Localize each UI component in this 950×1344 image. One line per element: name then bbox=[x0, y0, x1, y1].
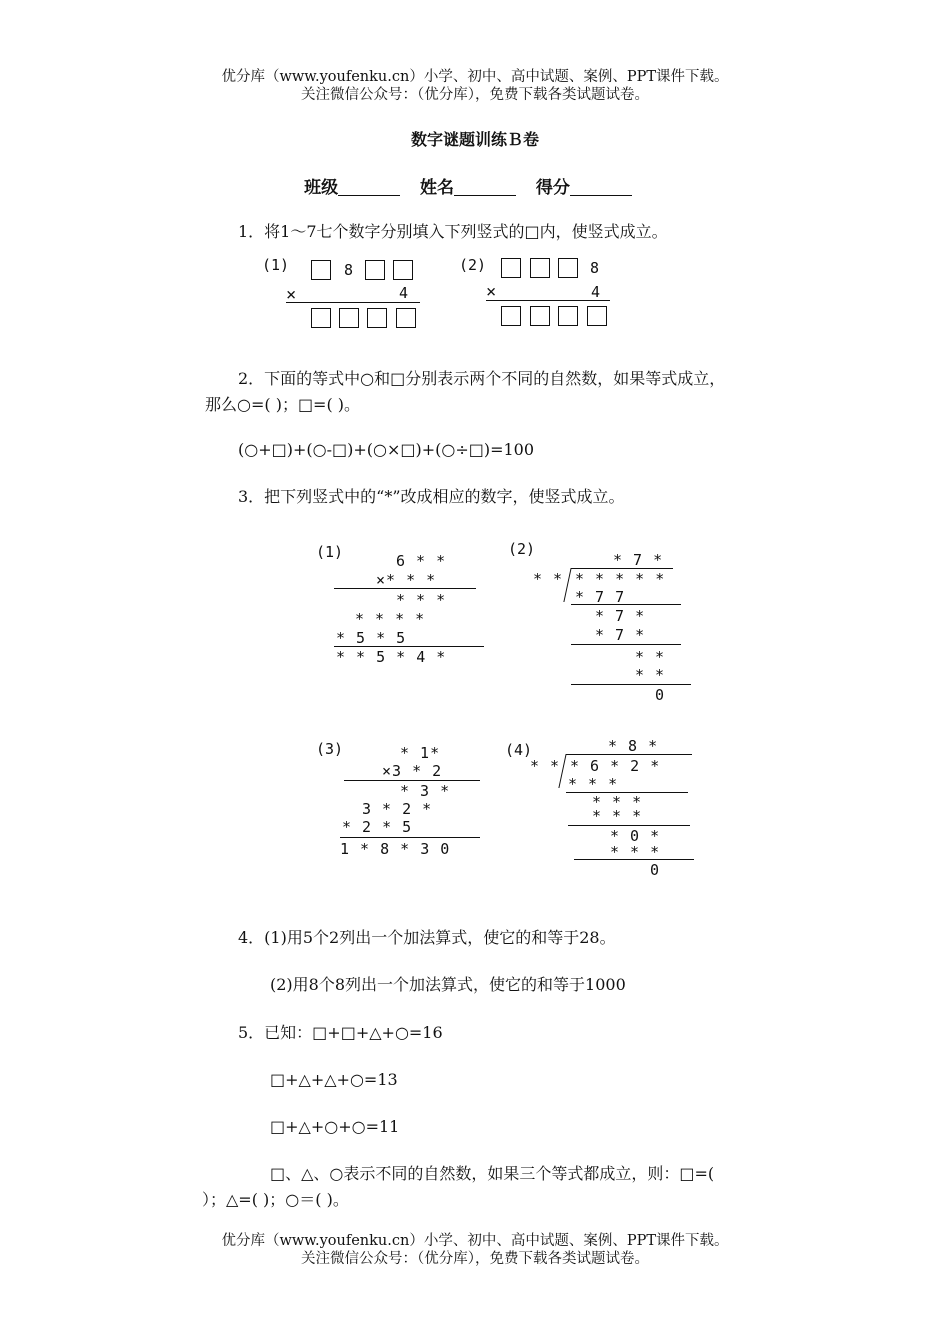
division-bracket bbox=[563, 568, 571, 602]
answer-box[interactable] bbox=[396, 308, 416, 328]
q3-p2-label: (2) bbox=[508, 540, 536, 558]
answer-box[interactable] bbox=[339, 308, 359, 328]
row: * 7 7 bbox=[575, 588, 626, 606]
row: ×* * * bbox=[376, 571, 437, 589]
q2-line-2: 那么○=( )；□=( )。 bbox=[205, 395, 361, 414]
divisor: * * bbox=[530, 757, 561, 775]
q3-puzzle-3 bbox=[312, 738, 492, 863]
q1-fig1-label: (1) bbox=[262, 256, 290, 274]
answer-box[interactable] bbox=[501, 258, 521, 278]
q5-line-4: □、△、○表示不同的自然数，如果三个等式都成立，则：□=( bbox=[270, 1164, 715, 1183]
class-label: 班级 bbox=[304, 178, 339, 198]
page-title: 数字谜题训练Ｂ卷 bbox=[410, 130, 539, 149]
q4-line-2: (2)用8个8列出一个加法算式，使它的和等于1000 bbox=[270, 975, 626, 994]
rule-line bbox=[574, 859, 694, 860]
row: 0 bbox=[655, 686, 666, 704]
q3-puzzle-2 bbox=[505, 540, 700, 710]
q5-line-1: 5．已知：□+□+△+○=16 bbox=[238, 1023, 443, 1042]
row: * 2 * 5 bbox=[342, 818, 413, 836]
q2-equation: (○+□)+(○-□)+(○×□)+(○÷□)=100 bbox=[238, 440, 535, 459]
q1-fig2-label: (2) bbox=[459, 256, 487, 274]
answer-box[interactable] bbox=[530, 306, 550, 326]
q2-line-1: 2．下面的等式中○和□分别表示两个不同的自然数，如果等式成立， bbox=[238, 369, 726, 388]
q1-figure-1 bbox=[258, 254, 428, 334]
answer-box[interactable] bbox=[558, 306, 578, 326]
row: * * * bbox=[592, 807, 643, 825]
answer-box[interactable] bbox=[558, 258, 578, 278]
rule-line bbox=[486, 300, 610, 301]
dividend: * * * * * bbox=[575, 570, 666, 588]
row: * 1* bbox=[400, 744, 441, 762]
answer-box[interactable] bbox=[530, 258, 550, 278]
q5-line-2: □+△+△+○=13 bbox=[270, 1070, 398, 1089]
q5-line-3: □+△+○+○=11 bbox=[270, 1117, 400, 1136]
row: * 7 * bbox=[595, 626, 646, 644]
row: 3 * 2 * bbox=[362, 800, 433, 818]
name-label: 姓名 bbox=[420, 178, 454, 198]
row: * * * bbox=[568, 775, 619, 793]
answer-box[interactable] bbox=[587, 306, 607, 326]
division-bar bbox=[566, 754, 692, 755]
division-bar bbox=[571, 568, 673, 569]
rule-line bbox=[571, 604, 681, 605]
row: 6 * * bbox=[396, 552, 447, 570]
rule-line bbox=[571, 684, 691, 685]
row: * 7 * bbox=[595, 607, 646, 625]
row: ×3 * 2 bbox=[382, 762, 443, 780]
row: * * * bbox=[592, 793, 643, 811]
q5-line-5: ）；△=( )；○＝( )。 bbox=[202, 1190, 349, 1209]
q1-fig2-digit: 8 bbox=[590, 259, 600, 277]
student-info-line bbox=[0, 173, 950, 198]
rule-line bbox=[334, 588, 476, 589]
q3-p4-label: (4) bbox=[505, 741, 533, 759]
row: 1 * 8 * 3 0 bbox=[340, 840, 451, 858]
q4-line-1: 4．(1)用5个2列出一个加法算式，使它的和等于28。 bbox=[238, 928, 616, 947]
answer-box[interactable] bbox=[501, 306, 521, 326]
q3-p3-label: (3) bbox=[316, 740, 344, 758]
q1-fig1-digit: 8 bbox=[344, 261, 354, 279]
row: * * * * bbox=[355, 610, 426, 628]
quotient: * 8 * bbox=[608, 737, 659, 755]
times-sign: × bbox=[286, 285, 297, 305]
score-label: 得分 bbox=[535, 178, 570, 198]
dividend: * 6 * 2 * bbox=[570, 757, 661, 775]
q1-fig2-multiplier: 4 bbox=[591, 283, 601, 301]
answer-box[interactable] bbox=[393, 260, 413, 280]
rule-line bbox=[571, 644, 681, 645]
q3-text: 3．把下列竖式中的“*”改成相应的数字，使竖式成立。 bbox=[238, 487, 625, 506]
row: 0 bbox=[650, 861, 661, 879]
answer-box[interactable] bbox=[311, 260, 331, 280]
row: * 5 * 5 bbox=[336, 629, 407, 647]
row: * * 5 * 4 * bbox=[336, 648, 447, 666]
times-sign: × bbox=[486, 282, 497, 302]
row: * 0 * bbox=[610, 827, 661, 845]
q1-fig1-multiplier: 4 bbox=[399, 284, 409, 302]
quotient: * 7 * bbox=[613, 551, 664, 569]
rule-line bbox=[568, 825, 690, 826]
q3-puzzle-4 bbox=[502, 735, 702, 885]
row: * * bbox=[635, 666, 666, 684]
q3-p1-label: (1) bbox=[316, 543, 344, 561]
footer-line-2: 关注微信公众号：（优分库），免费下载各类试题试卷。 bbox=[301, 1251, 649, 1267]
row: * * bbox=[635, 648, 666, 666]
class-blank[interactable] bbox=[338, 177, 400, 196]
footer-line-1: 优分库（www.youfenku.cn）小学、初中、高中试题、案例、PPT课件下载。 bbox=[221, 1233, 729, 1249]
rule-line bbox=[286, 302, 420, 303]
header-line-1: 优分库（www.youfenku.cn）小学、初中、高中试题、案例、PPT课件下载。 bbox=[221, 69, 729, 85]
answer-box[interactable] bbox=[365, 260, 385, 280]
rule-line bbox=[340, 837, 480, 838]
answer-box[interactable] bbox=[367, 308, 387, 328]
row: * * * bbox=[610, 843, 661, 861]
row: * 3 * bbox=[400, 782, 451, 800]
answer-box[interactable] bbox=[311, 308, 331, 328]
q1-figure-2 bbox=[455, 254, 625, 334]
divisor: * * bbox=[533, 570, 564, 588]
q3-puzzle-1 bbox=[312, 540, 492, 665]
q1-text: 1．将1～7七个数字分别填入下列竖式的□内，使竖式成立。 bbox=[238, 222, 668, 241]
rule-line bbox=[344, 780, 480, 781]
header-line-2: 关注微信公众号：（优分库），免费下载各类试题试卷。 bbox=[301, 87, 649, 103]
row: * * * bbox=[396, 591, 447, 609]
rule-line bbox=[334, 646, 484, 647]
name-blank[interactable] bbox=[454, 177, 516, 196]
score-blank[interactable] bbox=[570, 177, 632, 196]
